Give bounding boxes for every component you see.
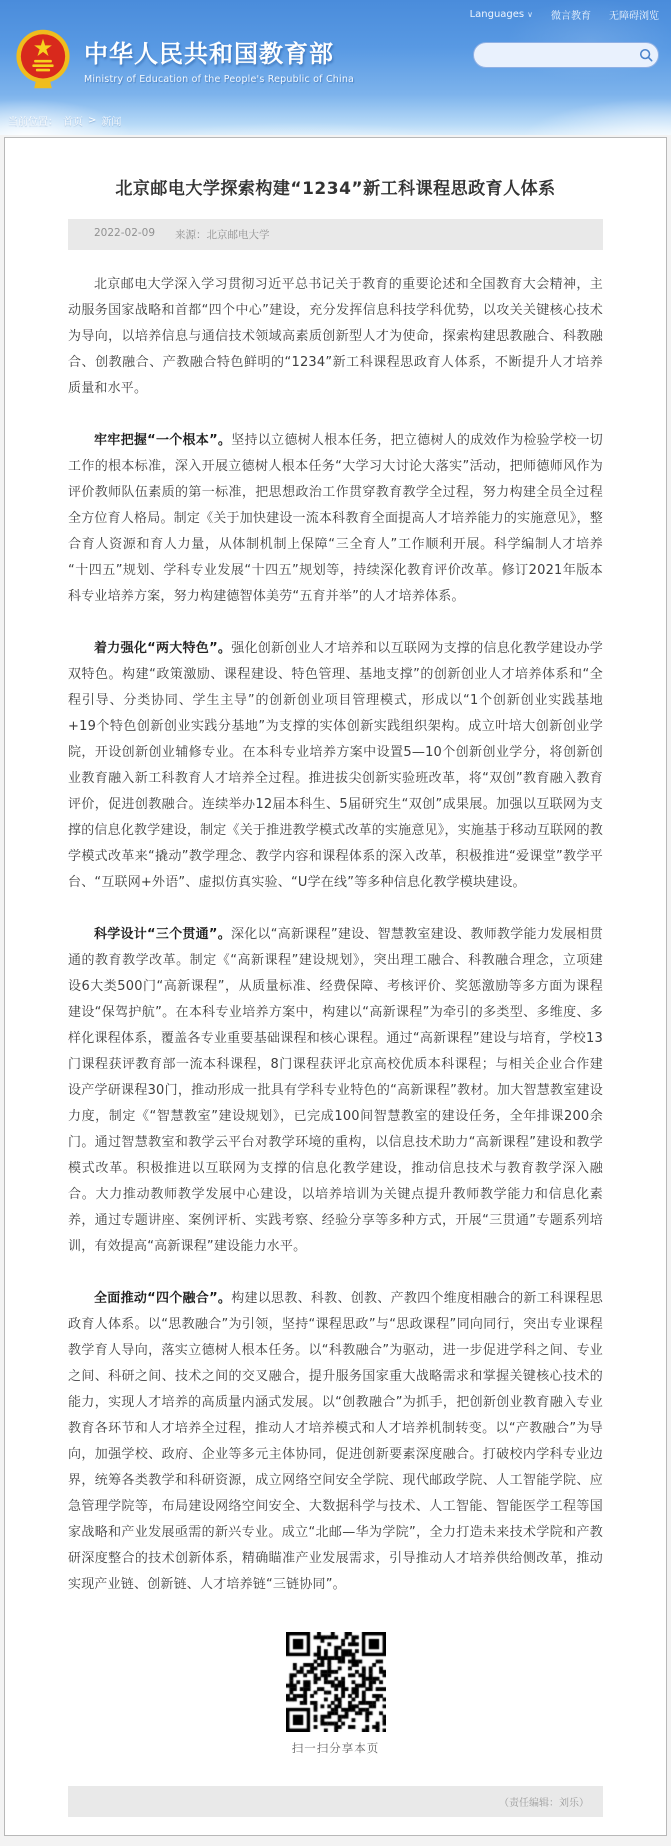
article-paragraph: 北京邮电大学深入学习贯彻习近平总书记关于教育的重要论述和全国教育大会精神，主动服务国家战略和首都“四个中心”建设，充分发挥信息科技学科优势，以攻关关键核心技术为导向，以培养信息与通信技术领域高素质创新型人才为使命，探索构建思教融合、科教融合、创教融合、产教融合特色鲜明的“1234”新工科课程思政育人体系，不断提升人才培养质量和水平。 [68,277,603,396]
breadcrumb-separator: > [88,115,97,126]
site-header [0,0,671,135]
share-qr-section [5,1632,666,1756]
accessibility-link[interactable]: 无障碍浏览 [609,11,659,22]
article-title: 北京邮电大学探索构建“1234”新工科课程思政育人体系 [115,179,556,199]
languages-menu[interactable] [470,9,533,20]
article-body [68,250,603,1598]
qr-caption: 扫一扫分享本页 [291,1741,380,1755]
languages-label: Languages [469,9,525,20]
article-paragraph: 全面推动“四个融合”。构建以思教、科教、创教、产教四个维度相融合的新工科课程思政育人体系。以“思教融合”为引领，坚持“课程思政”与“思政课程”同向同行，突出专业课程教学育人导向，落实立德树人根本任务。以“科教融合”为驱动，进一步促进学科之间、专业之间、科研之间、技术之间的交叉融合，提升服务国家重大战略需求和掌握关键核心技术的能力，实现人才培养的高质量内涵式发展。以“创教融合”为抓手，把创新创业教育融入专业教育各环节和人才培养全过程，推动人才培养模式和人才培养机制转变。以“产教融合”为导向，加强学校、政府、企业等多元主体协同，促进创新要素深度融合。打破校内学科专业边界，统筹各类教学和科研资源，成立网络空间安全学院、现代邮政学院、人工智能学院、应急管理学院等，布局建设网络空间安全、大数据科学与技术、人工智能、智能医学工程等国家战略和产业发展亟需的新兴专业。成立“北邮—华为学院”，全力打造未来技术学院和产教研深度整合的技术创新体系，精确瞄准产业发展需求，引导推动人才培养供给侧改革，推动实现产业链、创新链、人才培养链“三链协同”。 [68,1291,603,1592]
breadcrumb-current[interactable]: 新闻 [101,117,122,128]
national-emblem-icon [14,28,72,90]
breadcrumb [8,113,121,128]
editor-note: （责任编辑：刘乐） [499,1798,589,1809]
chevron-down-icon: ∨ [527,10,533,19]
site-logo[interactable] [14,28,354,90]
weiyan-education-link[interactable]: 微言教育 [551,11,591,22]
article-source: 来源：北京邮电大学 [175,229,270,241]
search-button[interactable] [634,43,658,67]
article-paragraph: 牢牢把握“一个根本”。坚持以立德树人根本任务，把立德树人的成效作为检验学校一切工作的根本标准，深入开展立德树人根本任务“大学习大讨论大落实”活动，把师德师风作为评价教师队伍素质的第一标准，把思想政治工作贯穿教育教学全过程，努力构建全员全过程全方位育人格局。制定《关于加快建设一流本科教育全面提高人才培养能力的实施意见》，整合育人资源和育人力量，从体制机制上保障“三全育人”工作顺利开展。科学编制人才培养“十四五”规划、学科专业发展“十四五”规划等，持续深化教育评价改革。修订2021年版本科专业培养方案，努力构建德智体美劳“五育并举”的人才培养体系。 [68,433,603,604]
search-bar [473,42,659,68]
top-utility-nav [470,7,659,22]
breadcrumb-home[interactable]: 首页 [63,117,83,128]
breadcrumb-prefix: 当前位置： [8,117,58,128]
article-meta-bar [68,219,603,250]
article-card [4,137,667,1836]
search-input[interactable] [474,49,634,61]
article-date: 2022-02-09 [94,227,156,239]
article-paragraph: 着力强化“两大特色”。强化创新创业人才培养和以互联网为支撑的信息化教学建设办学双特色。构建“政策激励、课程建设、特色管理、基地支撑”的创新创业人才培养体系和“全程引导、分类协同、学生主导”的创新创业项目管理模式，形成以“1个创新创业实践基地+19个特色创新创业实践分基地”为支撑的实体创新实践组织架构。成立叶培大创新创业学院，开设创新创业辅修专业。在本科专业培养方案中设置5—10个创新创业学分，将创新创业教育融入新工科教育人才培养全过程。推进拔尖创新实验班改革，将“双创”教育融入教育评价，促进创教融合。连续举办12届本科生、5届研究生“双创”成果展。加强以互联网为支撑的信息化教学建设，制定《关于推进教学模式改革的实施意见》，实施基于移动互联网的教学模式改革来“撬动”教学理念、教学内容和课程体系的深入改革，积极推进“爱课堂”教学平台、“互联网+外语”、虚拟仿真实验、“U学在线”等多种信息化教学模块建设。 [68,641,603,890]
qr-code [286,1632,386,1732]
article-paragraph: 科学设计“三个贯通”。深化以“高新课程”建设、智慧教室建设、教师教学能力发展相贯通的教育教学改革。制定《“高新课程”建设规划》，突出理工融合、科教融合理念，立项建设6大类500门“高新课程”，从质量标准、经费保障、考核评价、奖惩激励等多方面为课程建设“保驾护航”。在本科专业培养方案中，构建以“高新课程”为牵引的多类型、多维度、多样化课程体系，覆盖各专业重要基础课程和核心课程。通过“高新课程”建设与培育，学校13门课程获评教育部一流本科课程，8门课程获评北京高校优质本科课程；与相关企业合作建设产学研课程30门，推动形成一批具有学科专业特色的“高新课程”教材。加大智慧教室建设力度，制定《“智慧教室”建设规划》，已完成100间智慧教室的建设任务，全年排课200余门。通过智慧教室和教学云平台对教学环境的重构，以信息技术助力“高新课程”建设和教学模式改革。积极推进以互联网为支撑的信息化教学建设，推动信息技术与教育教学深入融合。大力推动教师教学发展中心建设，以培养培训为关键点提升教师教学能力和信息化素养，通过专题讲座、案例评析、实践考察、经验分享等多种方式，开展“三贯通”专题系列培训，有效提高“高新课程”建设能力水平。 [68,927,603,1254]
site-title: 中华人民共和国教育部 [84,39,334,68]
site-subtitle: Ministry of Education of the People's Republic of China [84,73,355,85]
search-icon [639,48,653,62]
editor-bar [68,1786,603,1817]
